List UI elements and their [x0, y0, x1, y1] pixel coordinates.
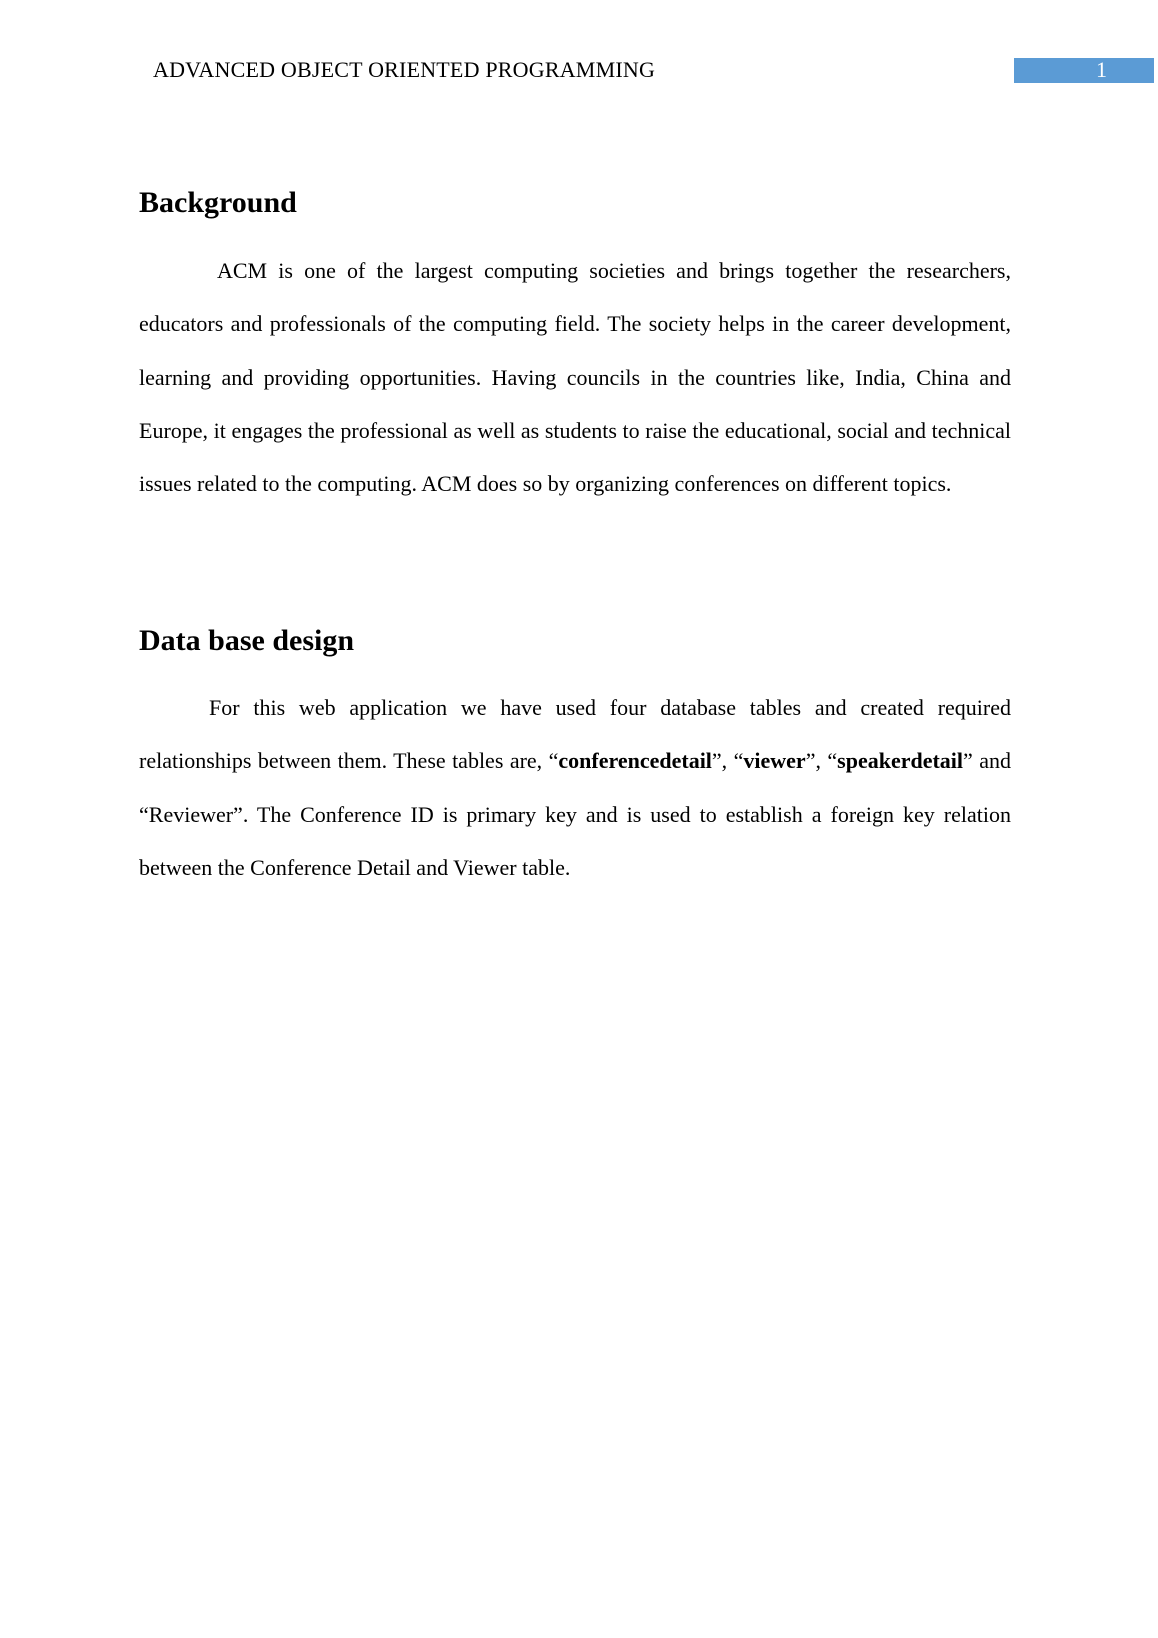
paragraph-text-rest: ” and “Reviewer”. The Conference ID is primary key and is used to establish a foreign key relation between the Conference Detail and Viewer table.: [139, 748, 1012, 880]
page-number-box: [1014, 58, 1154, 83]
paragraph-text-intro: For this web application we have used four database tables and created required relationships between them. These tables are, “: [139, 695, 1011, 774]
paragraph-text-separator: ”, “: [805, 748, 838, 774]
paragraph-text-separator: ”, “: [711, 748, 744, 774]
table-name-conferencedetail: conferencedetail: [558, 748, 712, 774]
section-heading-background: Background: [139, 186, 297, 219]
running-header-title: ADVANCED OBJECT ORIENTED PROGRAMMING: [153, 57, 656, 82]
page-number: 1: [1096, 57, 1107, 82]
section-heading-database-design: Data base design: [139, 624, 355, 657]
table-name-speakerdetail: speakerdetail: [837, 748, 964, 774]
background-paragraph: ACM is one of the largest computing societies and brings together the researchers, educators and professionals of the computing field. The society helps in the career development, learning and providing opportunities. Having councils in the countries like, India, China and Europe, it engages the professional as well as students to raise the educational, social and technical issues related to the computing. ACM does so by organizing conferences on different topics.: [139, 258, 1011, 497]
table-name-viewer: viewer: [743, 748, 806, 774]
database-design-paragraph: [139, 681, 1011, 894]
